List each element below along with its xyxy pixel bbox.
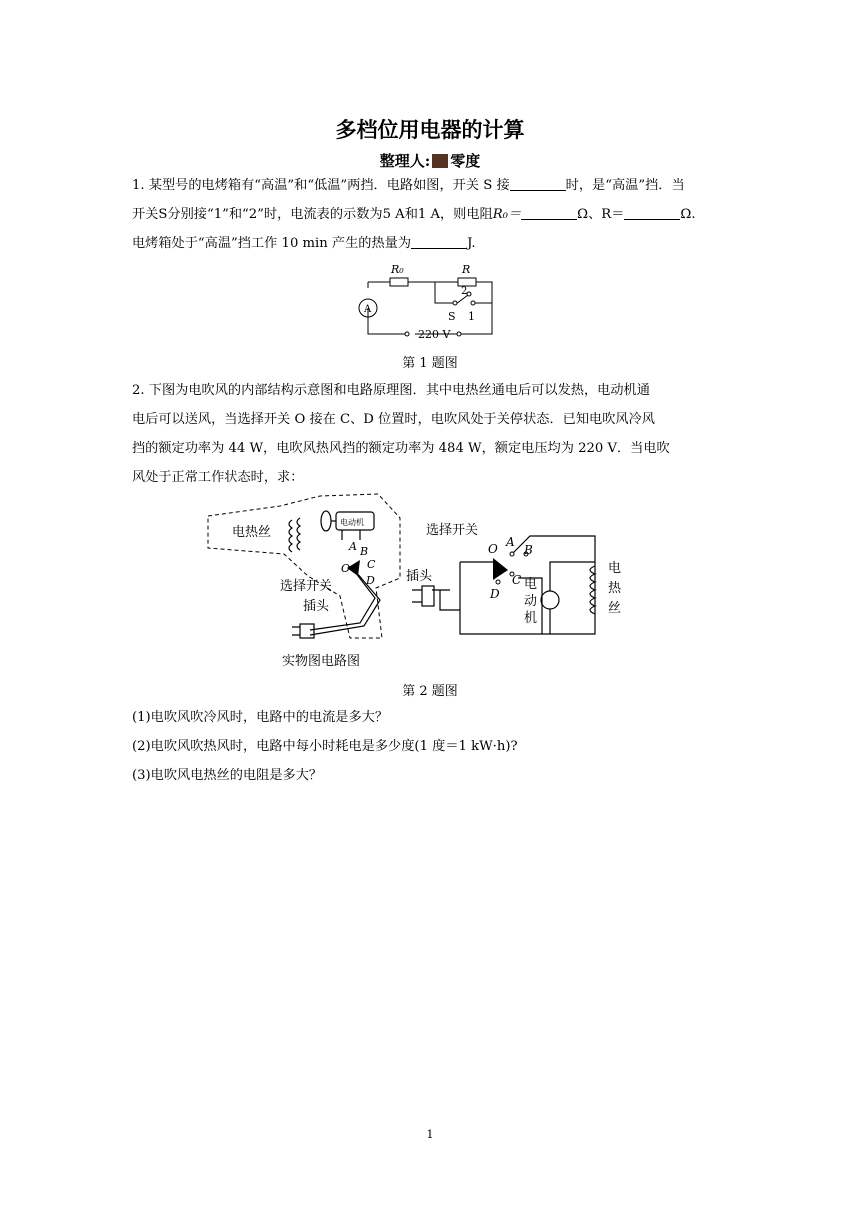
q1-line3b: J. bbox=[467, 236, 476, 251]
terminal-1: 1 bbox=[468, 310, 475, 323]
label-s: S bbox=[448, 310, 456, 323]
answer-blank[interactable] bbox=[624, 205, 680, 220]
avatar bbox=[432, 154, 448, 168]
voltage-label: 220 V bbox=[418, 328, 451, 341]
author-line bbox=[0, 150, 860, 171]
figure-2-caption: 第 2 题图 bbox=[402, 684, 458, 699]
label-b-right: B bbox=[524, 543, 533, 557]
figure-1-caption: 第 1 题图 bbox=[402, 356, 458, 371]
label-c-right: C bbox=[512, 573, 522, 587]
plug-label-right: 插头 bbox=[406, 569, 433, 584]
figure-2-circuit bbox=[400, 518, 640, 638]
label-c: C bbox=[367, 558, 376, 571]
q2-line4: 风处于正常工作状态时，求： bbox=[132, 470, 304, 485]
motor-label: 电动机 bbox=[340, 518, 364, 527]
figure-2-sublabel: 实物图电路图 bbox=[282, 654, 361, 669]
q1-line2a: 开关S分别接“1”和“2”时，电流表的示数为5 A和1 A，则电阻 bbox=[132, 207, 493, 222]
q2-line3: 挡的额定功率为 44 W，电吹风热风挡的额定功率为 484 W，额定电压均为 220 V．当电吹 bbox=[132, 441, 670, 456]
figure-1-circuit bbox=[355, 258, 505, 344]
page-title: 多档位用电器的计算 bbox=[335, 118, 525, 142]
answer-blank[interactable] bbox=[521, 205, 577, 220]
label-d-right: D bbox=[490, 587, 500, 601]
q1-line1b: 时，是“高温”挡．当 bbox=[565, 178, 685, 193]
heater-label-right: 电热丝 bbox=[608, 561, 622, 616]
page-number: 1 bbox=[426, 1128, 434, 1141]
label-b: B bbox=[360, 545, 369, 558]
label-a-right: A bbox=[506, 535, 515, 549]
q2-line1: 2. 下图为电吹风的内部结构示意图和电路原理图．其中电热丝通电后可以发热，电动机通 bbox=[132, 383, 650, 398]
label-a: A bbox=[349, 540, 357, 553]
heater-label: 电热丝 bbox=[232, 525, 272, 540]
switch-label-right: 选择开关 bbox=[426, 523, 479, 538]
question-2-text bbox=[132, 376, 732, 492]
label-r: R bbox=[462, 263, 471, 276]
q1-line1: 1. 某型号的电烤箱有“高温”和“低温”两挡．电路如图，开关 S 接 bbox=[132, 178, 510, 193]
terminal-2: 2 bbox=[461, 286, 468, 297]
sub-question-3: (3)电吹风电热丝的电阻是多大？ bbox=[132, 768, 323, 783]
q1-line2c: Ω、R＝ bbox=[577, 207, 625, 222]
label-r0: R₀ bbox=[391, 263, 404, 276]
q1-line2b: R₀＝ bbox=[492, 207, 522, 222]
label-d: D bbox=[366, 574, 375, 587]
motor-label-right: 电动机 bbox=[524, 577, 538, 626]
author-prefix: 整理人: bbox=[379, 152, 431, 170]
sub-question-1: (1)电吹风吹冷风时，电路中的电流是多大？ bbox=[132, 710, 389, 725]
figure-2-hairdryer bbox=[200, 488, 415, 648]
q1-line2d: Ω. bbox=[680, 207, 696, 222]
label-o: O bbox=[341, 562, 351, 575]
answer-blank[interactable] bbox=[510, 176, 566, 191]
sub-question-2: (2)电吹风吹热风时，电路中每小时耗电是多少度(1 度＝1 kW·h)? bbox=[132, 739, 518, 754]
author-name: 零度 bbox=[450, 152, 481, 170]
plug-label: 插头 bbox=[303, 599, 330, 614]
q2-line2: 电后可以送风，当选择开关 O 接在 C、D 位置时，电吹风处于关停状态．已知电吹风冷风 bbox=[132, 412, 655, 427]
q1-line3a: 电烤箱处于“高温”挡工作 10 min 产生的热量为 bbox=[132, 236, 412, 251]
question-1-text bbox=[132, 171, 732, 258]
switch-label: 选择开关 bbox=[280, 579, 333, 594]
ammeter-label: A bbox=[364, 304, 372, 315]
label-o-right: O bbox=[488, 542, 498, 556]
answer-blank[interactable] bbox=[411, 234, 467, 249]
